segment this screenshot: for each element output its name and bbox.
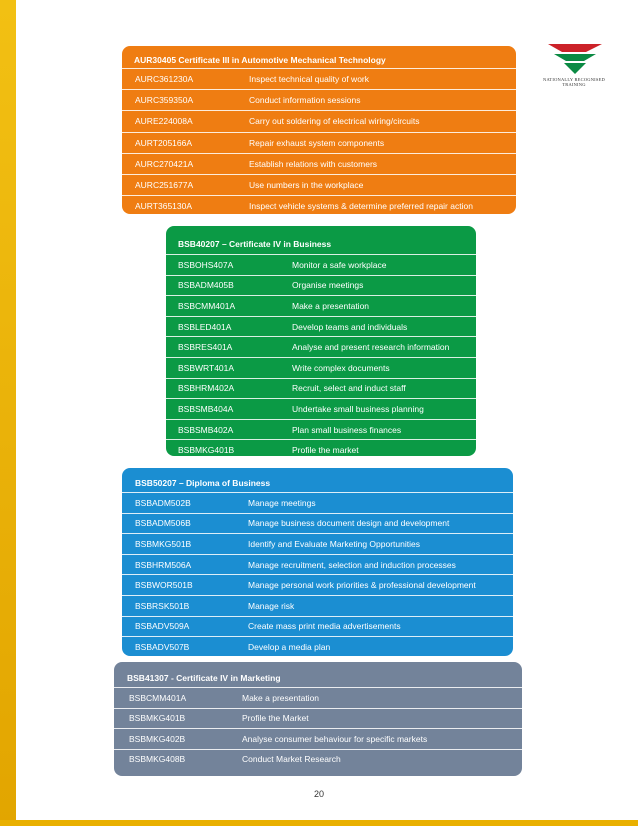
section-title: BSB41307 - Certificate IV in Marketing bbox=[127, 673, 281, 683]
table-row bbox=[122, 574, 513, 595]
table-row bbox=[122, 89, 516, 110]
section-bsb41307 bbox=[114, 662, 522, 776]
table-row bbox=[114, 687, 522, 708]
unit-name: Manage meetings bbox=[248, 497, 316, 508]
section-title: BSB40207 – Certificate IV in Business bbox=[178, 239, 332, 249]
unit-name: Analyse and present research information bbox=[292, 342, 450, 353]
unit-name: Monitor a safe workplace bbox=[292, 259, 387, 270]
unit-name: Identify and Evaluate Marketing Opportunities bbox=[248, 538, 420, 549]
unit-code: BSBADM405B bbox=[178, 280, 234, 291]
table-row bbox=[122, 174, 516, 195]
unit-code: AURC361230A bbox=[135, 74, 194, 85]
unit-code: BSBADM506B bbox=[135, 518, 191, 529]
unit-code: BSBADV507B bbox=[135, 641, 190, 652]
unit-code: BSBWRT401A bbox=[178, 362, 235, 373]
unit-code: BSBMKG408B bbox=[129, 754, 186, 765]
unit-name: Repair exhaust system components bbox=[249, 137, 385, 148]
unit-code: BSBADV509A bbox=[135, 621, 190, 632]
unit-code: AURC251677A bbox=[135, 180, 194, 191]
table-row bbox=[122, 132, 516, 153]
unit-name: Profile the market bbox=[292, 445, 359, 456]
unit-code: AURT365130A bbox=[135, 201, 193, 212]
unit-code: BSBLED401A bbox=[178, 321, 232, 332]
table-row bbox=[122, 68, 516, 89]
unit-name: Develop teams and individuals bbox=[292, 321, 408, 332]
table-row bbox=[114, 708, 522, 729]
unit-name: Analyse consumer behaviour for specific markets bbox=[242, 733, 428, 744]
table-row bbox=[122, 595, 513, 616]
unit-code: BSBMKG402B bbox=[129, 733, 186, 744]
table-row bbox=[122, 110, 516, 131]
table-row bbox=[122, 513, 513, 534]
table-row bbox=[122, 153, 516, 174]
bottom-accent-stripe bbox=[0, 820, 638, 826]
table-row bbox=[166, 419, 476, 440]
unit-code: AURT205166A bbox=[135, 137, 193, 148]
unit-name: Manage personal work priorities & professional development bbox=[248, 580, 476, 591]
unit-name: Manage recruitment, selection and induction processes bbox=[248, 559, 456, 570]
unit-name: Make a presentation bbox=[242, 692, 320, 703]
unit-code: BSBHRM506A bbox=[135, 559, 192, 570]
unit-name: Recruit, select and induct staff bbox=[292, 383, 406, 394]
unit-name: Profile the Market bbox=[242, 713, 309, 724]
table-row bbox=[114, 749, 522, 770]
table-row bbox=[166, 254, 476, 275]
unit-code: BSBRSK501B bbox=[135, 600, 190, 611]
unit-name: Develop a media plan bbox=[248, 641, 331, 652]
unit-name: Organise meetings bbox=[292, 280, 364, 291]
unit-code: BSBOHS407A bbox=[178, 259, 234, 270]
unit-code: BSBWOR501B bbox=[135, 580, 193, 591]
unit-code: BSBCMM401A bbox=[129, 692, 187, 703]
unit-name: Create mass print media advertisements bbox=[248, 621, 401, 632]
unit-name: Manage business document design and development bbox=[248, 518, 450, 529]
unit-name: Establish relations with customers bbox=[249, 158, 378, 169]
table-row bbox=[122, 533, 513, 554]
unit-name: Use numbers in the workplace bbox=[249, 180, 364, 191]
unit-name: Conduct Market Research bbox=[242, 754, 341, 765]
table-row bbox=[166, 357, 476, 378]
table-row bbox=[122, 616, 513, 637]
table-row bbox=[166, 439, 476, 456]
table-row bbox=[122, 195, 516, 214]
unit-name: Make a presentation bbox=[292, 300, 370, 311]
table-row bbox=[166, 295, 476, 316]
unit-code: BSBADM502B bbox=[135, 497, 191, 508]
unit-code: BSBCMM401A bbox=[178, 300, 236, 311]
unit-code: BSBSMB404A bbox=[178, 403, 234, 414]
table-row bbox=[122, 554, 513, 575]
section-title: BSB50207 – Diploma of Business bbox=[135, 478, 271, 488]
table-row bbox=[166, 316, 476, 337]
section-aur30405 bbox=[122, 46, 516, 214]
unit-name: Plan small business finances bbox=[292, 424, 402, 435]
unit-name: Write complex documents bbox=[292, 362, 390, 373]
table-row bbox=[166, 378, 476, 399]
unit-code: AURE224008A bbox=[135, 116, 193, 127]
unit-name: Undertake small business planning bbox=[292, 403, 424, 414]
unit-code: AURC359350A bbox=[135, 95, 194, 106]
unit-code: BSBMKG401B bbox=[178, 445, 235, 456]
section-title: AUR30405 Certificate III in Automotive Mechanical Technology bbox=[134, 55, 386, 65]
left-accent-stripe bbox=[0, 0, 16, 826]
unit-name: Inspect vehicle systems & determine preferred repair action bbox=[249, 201, 473, 212]
unit-code: BSBSMB402A bbox=[178, 424, 234, 435]
unit-code: BSBRES401A bbox=[178, 342, 233, 353]
unit-code: BSBMKG401B bbox=[129, 713, 186, 724]
table-row bbox=[166, 336, 476, 357]
table-row bbox=[122, 492, 513, 513]
table-row bbox=[114, 728, 522, 749]
page-number: 20 bbox=[313, 789, 324, 799]
table-row bbox=[166, 275, 476, 296]
unit-code: BSBHRM402A bbox=[178, 383, 235, 394]
unit-name: Carry out soldering of electrical wiring/circuits bbox=[249, 116, 420, 127]
unit-name: Inspect technical quality of work bbox=[249, 74, 370, 85]
section-bsb40207 bbox=[166, 226, 476, 456]
unit-name: Manage risk bbox=[248, 600, 295, 611]
section-bsb50207 bbox=[122, 468, 513, 656]
unit-name: Conduct information sessions bbox=[249, 95, 361, 106]
unit-code: BSBMKG501B bbox=[135, 538, 192, 549]
table-row bbox=[122, 636, 513, 656]
table-row bbox=[166, 398, 476, 419]
unit-code: AURC270421A bbox=[135, 158, 194, 169]
logo-text: NATIONALLY RECOGNISED TRAINING bbox=[543, 77, 605, 87]
